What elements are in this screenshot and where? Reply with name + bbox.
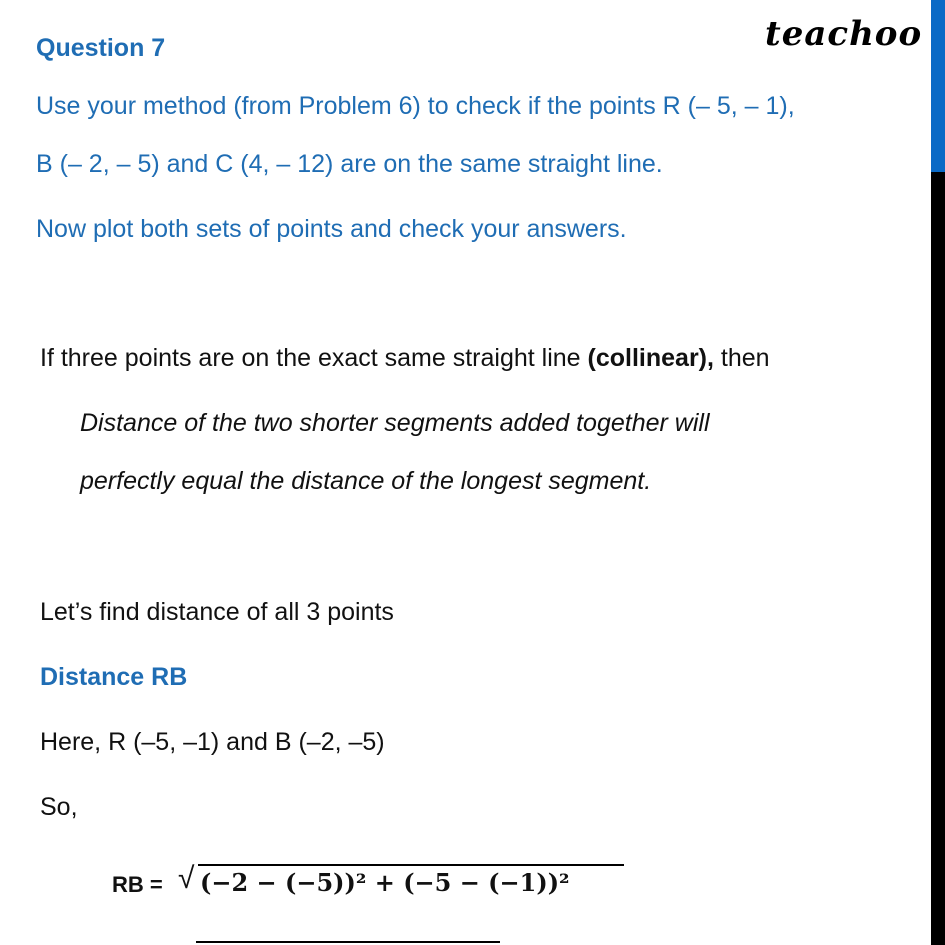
rb-expression: (−2 − (−5))² + (−5 − (−1))² bbox=[200, 868, 570, 897]
rule-bold: (collinear), bbox=[587, 344, 714, 372]
rule-text: If three points are on the exact same straight line bbox=[40, 344, 588, 372]
rb-label: RB = bbox=[112, 872, 163, 897]
teachoo-logo: teachoo bbox=[765, 14, 923, 54]
find-distance-text: Let’s find distance of all 3 points bbox=[40, 598, 394, 626]
rule-text-end: then bbox=[713, 344, 770, 372]
question-line-3: Now plot both sets of points and check your answers. bbox=[36, 215, 627, 243]
side-dark-bar bbox=[931, 172, 945, 945]
collinear-rule bbox=[40, 344, 770, 373]
rule-italic-1: Distance of the two shorter segments added together will bbox=[80, 409, 710, 437]
distance-rb-heading: Distance RB bbox=[40, 663, 188, 691]
fraction-line bbox=[196, 941, 500, 943]
question-title: Question 7 bbox=[36, 34, 166, 62]
question-line-1: Use your method (from Problem 6) to check if the points R (– 5, – 1), bbox=[36, 92, 795, 120]
so-text: So, bbox=[40, 793, 78, 821]
sqrt-icon: √ bbox=[178, 862, 195, 895]
question-line-2: B (– 2, – 5) and C (4, – 12) are on the same straight line. bbox=[36, 150, 663, 178]
points-given: Here, R (–5, –1) and B (–2, –5) bbox=[40, 728, 385, 756]
side-accent-bar bbox=[931, 0, 945, 172]
sqrt-bar bbox=[198, 864, 624, 866]
rule-italic-2: perfectly equal the distance of the longest segment. bbox=[80, 467, 652, 495]
